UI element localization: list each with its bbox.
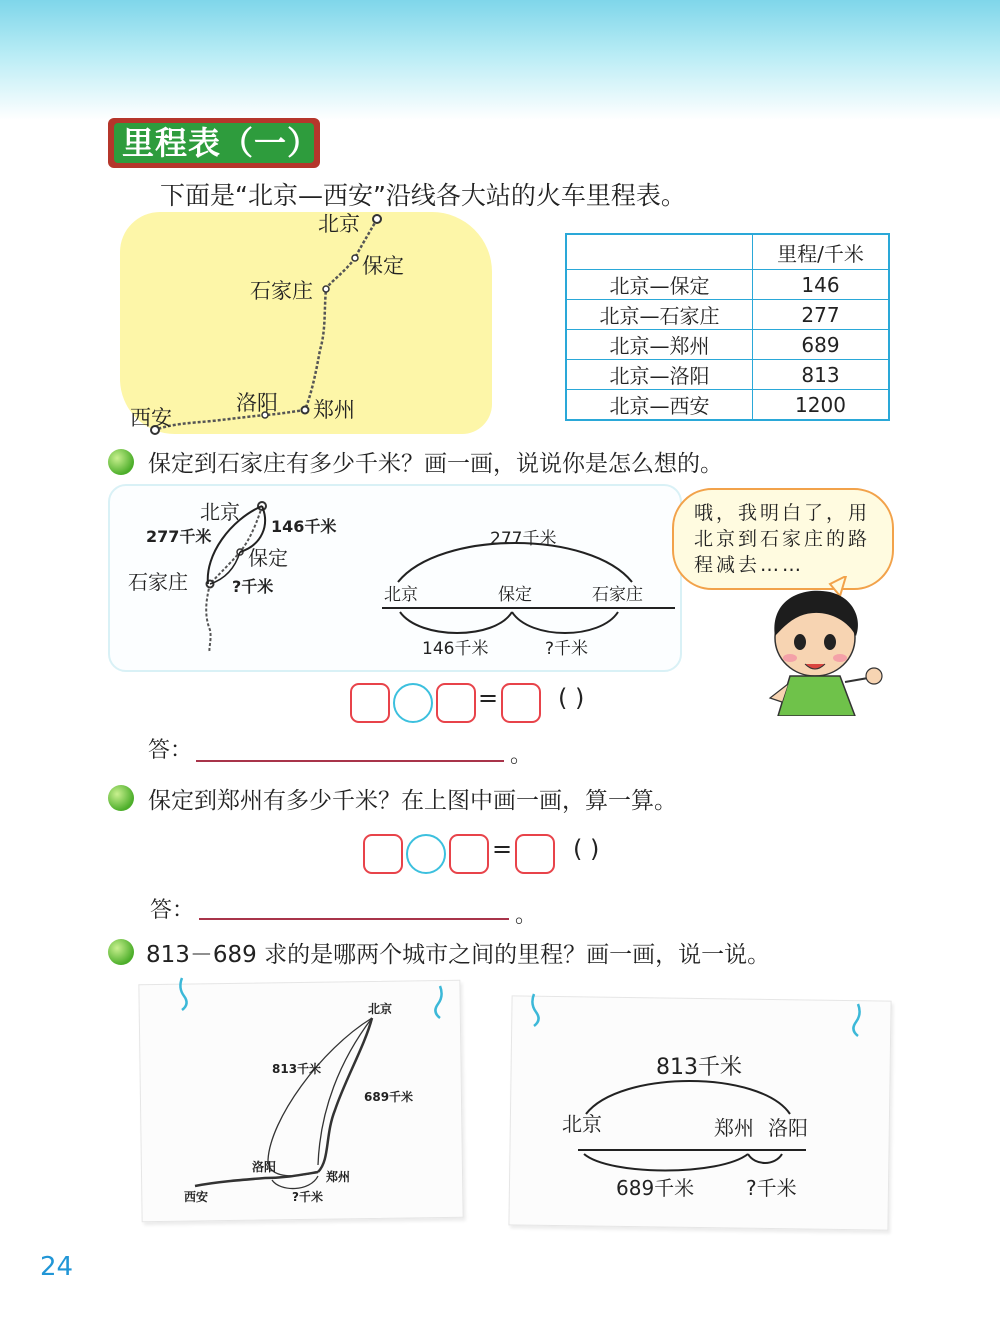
card1-label-beijing: 北京 — [368, 1002, 393, 1016]
map-label-beijing: 北京 — [318, 212, 360, 236]
sketch-label-shijiazhuang: 石家庄 — [128, 570, 188, 594]
question-1-text: 保定到石家庄有多少千米？画一画，说说你是怎么想的。 — [148, 451, 723, 477]
route-cell: 北京—郑州 — [566, 330, 753, 360]
map-label-baoding: 保定 — [362, 254, 404, 278]
map-label-zhengzhou: 郑州 — [313, 398, 355, 422]
segment-label-146: 146千米 — [422, 639, 489, 659]
q2-equals-sign: = — [492, 835, 513, 863]
card1-label-xian: 西安 — [184, 1190, 209, 1204]
route-cell: 北京—保定 — [566, 270, 753, 300]
card2-label-luoyang: 洛阳 — [768, 1116, 808, 1140]
segment-label-beijing: 北京 — [384, 585, 418, 605]
route-cell: 北京—石家庄 — [566, 300, 753, 330]
segment-label-unknown: ?千米 — [545, 639, 589, 659]
sketch-label-277: 277千米 — [146, 527, 212, 546]
question-3-text: 813－689 求的是哪两个城市之间的里程？画一画，说一说。 — [146, 942, 771, 968]
q2-answer-label: 答： — [150, 898, 195, 923]
segment-label-baoding: 保定 — [498, 585, 532, 605]
distance-cell: 277 — [753, 300, 890, 330]
q1-equals-sign: = — [478, 684, 499, 712]
segment-label-shijiazhuang: 石家庄 — [592, 585, 643, 605]
distance-cell: 813 — [753, 360, 890, 390]
card2-label-beijing: 北京 — [562, 1112, 602, 1136]
distance-cell: 1200 — [753, 390, 890, 421]
paperclip-icon — [532, 994, 538, 1026]
q2-unit-parens[interactable]: ( ) — [573, 835, 600, 863]
q1-unit-parens[interactable]: ( ) — [558, 684, 585, 712]
map-label-luoyang: 洛阳 — [236, 391, 278, 415]
segment-top-label: 277千米 — [490, 529, 557, 549]
distance-cell: 146 — [753, 270, 890, 300]
card1-label-813: 813千米 — [272, 1062, 322, 1076]
sketch-label-unknown: ?千米 — [232, 577, 274, 596]
intro-text: 下面是“北京—西安”沿线各大站的火车里程表。 — [160, 181, 686, 210]
card1-label-689: 689千米 — [364, 1090, 414, 1104]
sketch-label-146: 146千米 — [271, 517, 337, 536]
distance-cell: 689 — [753, 330, 890, 360]
lesson-title: 里程表（一） — [114, 123, 314, 163]
speech-bubble-text: 哦，我明白了，用北京到石家庄的路程减去…… — [694, 502, 871, 576]
q2-answer-period: 。 — [515, 903, 538, 928]
q1-answer-label: 答： — [148, 738, 193, 763]
sketch-label-baoding: 保定 — [248, 546, 288, 570]
table-header-cell: 里程/千米 — [753, 234, 890, 270]
paperclip-icon — [853, 1004, 859, 1036]
map-label-xian: 西安 — [130, 406, 172, 430]
card2-top-label: 813千米 — [656, 1055, 742, 1080]
card2-label-unknown: ?千米 — [746, 1176, 797, 1200]
sketch-label-beijing: 北京 — [200, 500, 240, 524]
route-cell: 北京—西安 — [566, 390, 753, 421]
q1-answer-period: 。 — [510, 743, 533, 768]
card1-label-unknown: ?千米 — [292, 1190, 323, 1204]
card1-label-zhengzhou: 郑州 — [326, 1170, 351, 1184]
card2-label-zhengzhou: 郑州 — [714, 1116, 754, 1140]
question-2-text: 保定到郑州有多少千米？在上图中画一画，算一算。 — [148, 788, 677, 814]
card2-label-689: 689千米 — [616, 1176, 695, 1200]
card1-label-luoyang: 洛阳 — [252, 1160, 277, 1174]
map-label-shijiazhuang: 石家庄 — [250, 279, 313, 303]
route-cell: 北京—洛阳 — [566, 360, 753, 390]
page-number: 24 — [40, 1252, 74, 1282]
